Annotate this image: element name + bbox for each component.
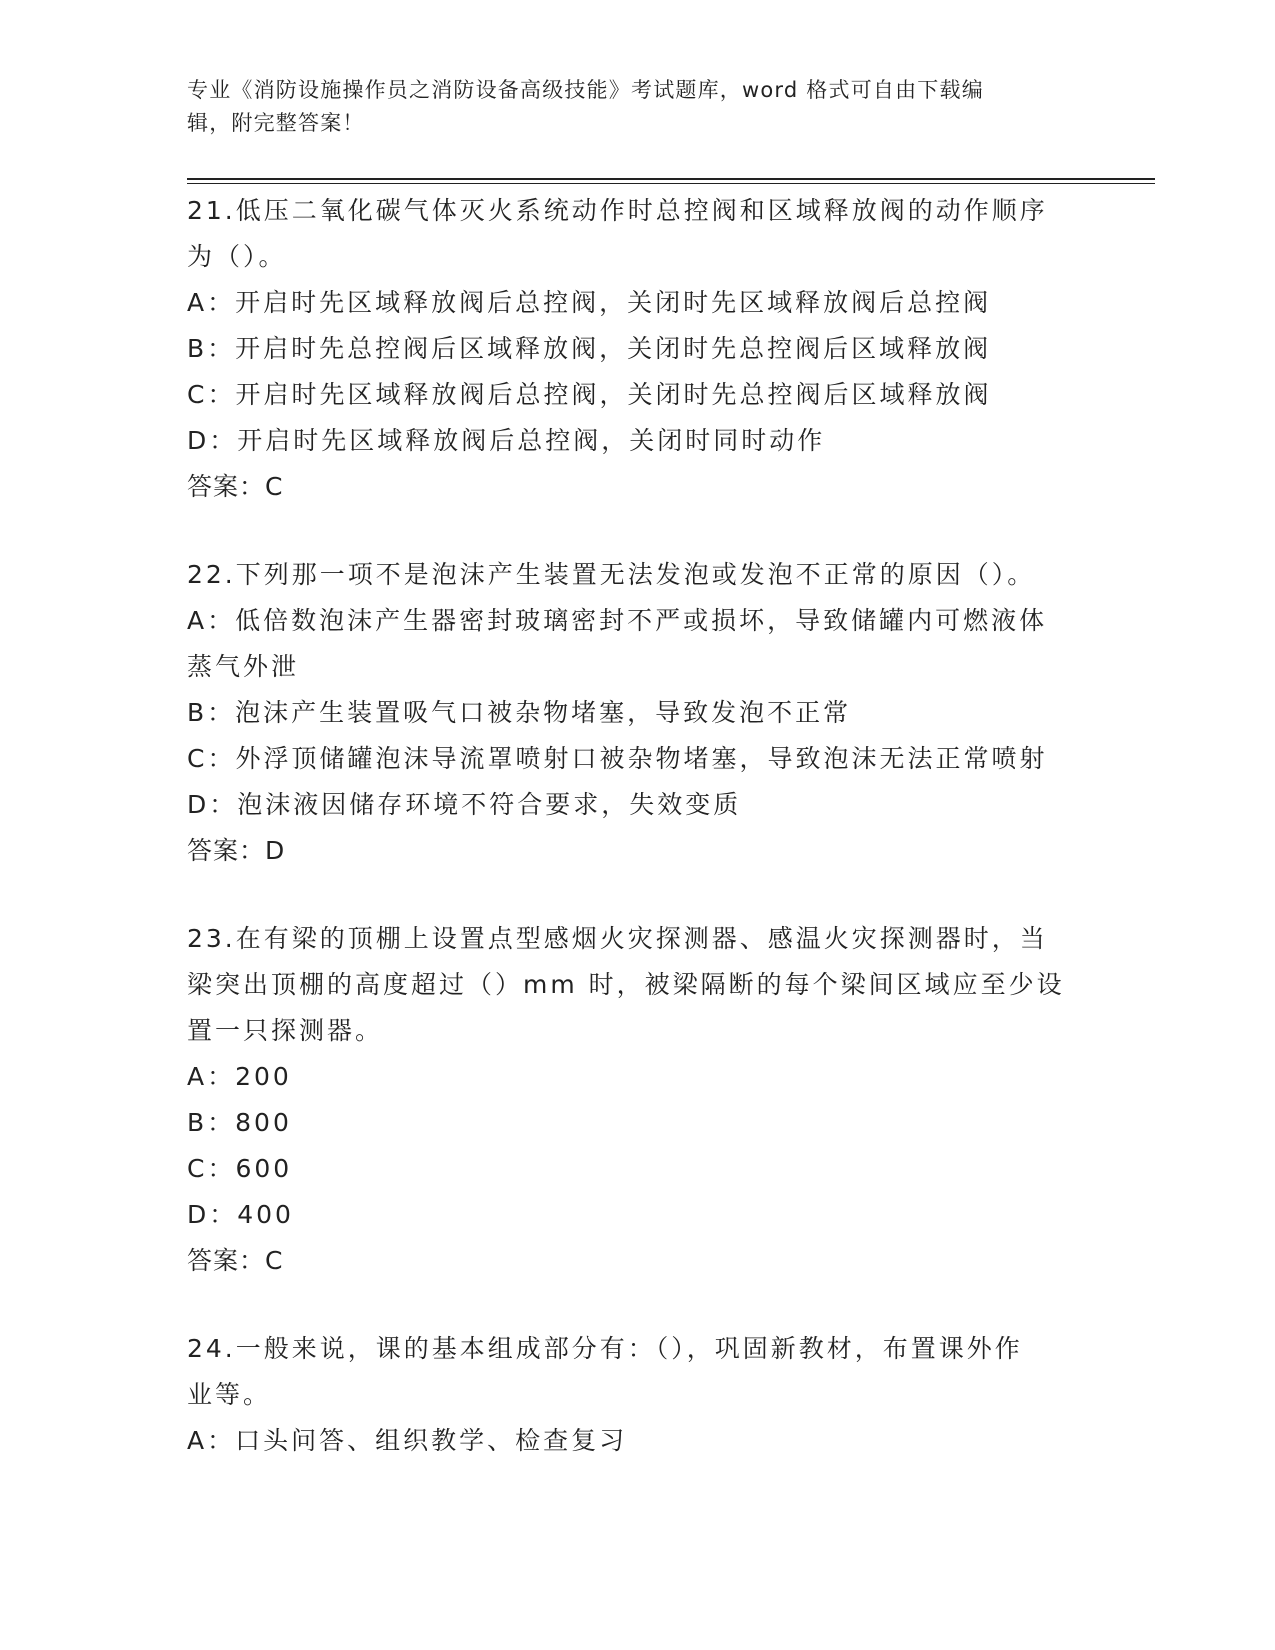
question-stem-line: 21.低压二氧化碳气体灭火系统动作时总控阀和区域释放阀的动作顺序 [187,196,1048,225]
answer-option: B：开启时先总控阀后区域释放阀，关闭时先总控阀后区域释放阀 [187,334,992,363]
header-divider-bottom [187,183,1155,184]
question-spacer [187,874,1087,916]
question-stem-line: 24.一般来说，课的基本组成部分有：（），巩固新教材，布置课外作 [187,1334,1023,1363]
header-line-2: 辑，附完整答案！ [187,111,365,135]
answer-option: C：外浮顶储罐泡沫导流罩喷射口被杂物堵塞，导致泡沫无法正常喷射 [187,744,1048,773]
answer-key: 答案：C [187,472,284,501]
answer-option: C：开启时先区域释放阀后总控阀，关闭时先总控阀后区域释放阀 [187,380,992,409]
answer-option: D：泡沫液因储存环境不符合要求，失效变质 [187,790,742,819]
answer-option: B：800 [187,1108,292,1137]
document-header [187,74,1087,140]
question-stem-line: 梁突出顶棚的高度超过（）mm 时，被梁隔断的每个梁间区域应至少设 [187,970,1065,999]
answer-option: D：400 [187,1200,294,1229]
question-stem-line: 业等。 [187,1380,272,1409]
answer-option: A：开启时先区域释放阀后总控阀，关闭时先区域释放阀后总控阀 [187,288,992,317]
answer-option: A：口头问答、组织教学、检查复习 [187,1426,628,1455]
question-stem-line: 22.下列那一项不是泡沫产生装置无法发泡或发泡不正常的原因（）。 [187,560,1036,589]
answer-key: 答案：D [187,836,286,865]
answer-option: B：泡沫产生装置吸气口被杂物堵塞，导致发泡不正常 [187,698,852,727]
question-block [187,1326,1087,1464]
question-stem-line: 置一只探测器。 [187,1016,384,1045]
answer-option: C：600 [187,1154,293,1183]
answer-option: D：开启时先区域释放阀后总控阀，关闭时同时动作 [187,426,826,455]
question-stem-line: 为（）。 [187,242,287,271]
question-list [187,188,1087,1464]
question-spacer [187,510,1087,552]
question-block [187,916,1087,1284]
answer-option: A：200 [187,1062,292,1091]
answer-key: 答案：C [187,1246,284,1275]
question-block [187,552,1087,874]
header-line-1: 专业《消防设施操作员之消防设备高级技能》考试题库，word 格式可自由下载编 [187,78,984,102]
header-divider-top [187,178,1155,180]
question-spacer [187,1284,1087,1326]
question-block [187,188,1087,510]
answer-option: A：低倍数泡沫产生器密封玻璃密封不严或损坏，导致储罐内可燃液体 [187,606,1048,635]
answer-option: 蒸气外泄 [187,652,300,681]
question-stem-line: 23.在有梁的顶棚上设置点型感烟火灾探测器、感温火灾探测器时，当 [187,924,1048,953]
